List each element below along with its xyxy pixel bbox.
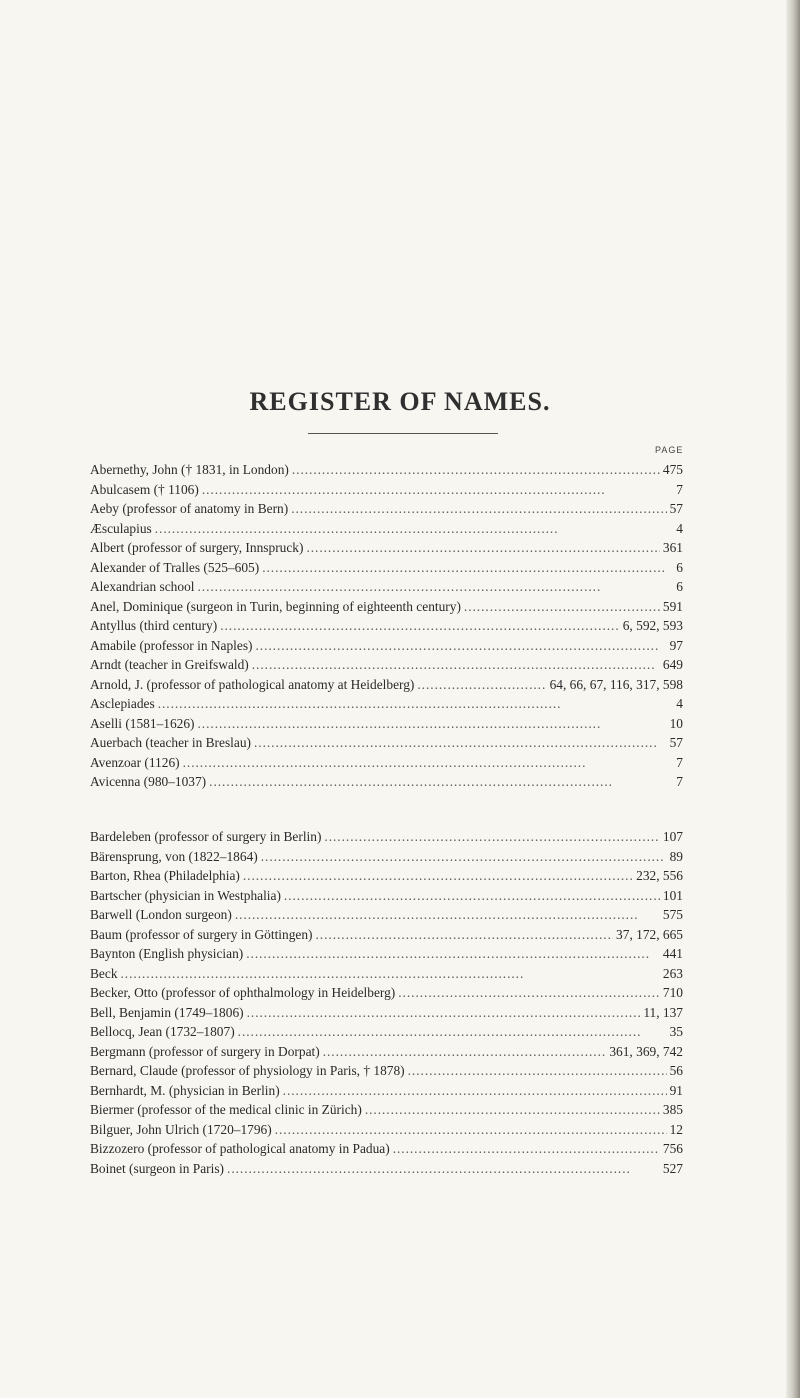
dot-leader [398, 983, 660, 1003]
register-entry [90, 675, 683, 695]
register-entry [90, 538, 683, 558]
dot-leader [283, 1081, 667, 1101]
entry-pages: 575 [662, 907, 683, 922]
dot-leader [417, 675, 546, 695]
page-column-label: PAGE [655, 445, 684, 455]
entry-name: Arnold, J. (professor of pathological anatomy at Heidelberg) [90, 676, 415, 692]
entry-name: Albert (professor of surgery, Innspruck) [90, 540, 304, 555]
register-entry [90, 1061, 683, 1081]
dot-leader [247, 1003, 641, 1023]
entry-name: Æsculapius [90, 520, 152, 536]
entry-pages: 385 [662, 1102, 683, 1117]
register-entry [90, 499, 683, 519]
entry-pages: 97 [669, 637, 683, 653]
register-entry [90, 1042, 683, 1062]
register-entry [90, 1100, 683, 1120]
dot-leader [284, 886, 660, 906]
dot-leader [198, 714, 667, 734]
entry-pages: 57 [669, 735, 683, 750]
entry-pages: 7 [676, 481, 683, 497]
entry-pages: 591 [662, 598, 683, 614]
dot-leader [121, 964, 660, 984]
entry-pages: 6 [676, 579, 683, 594]
register-entry [90, 944, 683, 964]
register-group-b [90, 827, 683, 1178]
register-entry [90, 964, 683, 984]
register-entry [90, 1081, 683, 1101]
entry-pages: 56 [669, 1063, 683, 1078]
entry-pages: 232, 556 [636, 868, 683, 883]
register-entry [90, 1159, 683, 1179]
dot-leader [316, 925, 614, 945]
entry-pages: 7 [676, 774, 683, 789]
entry-pages: 361 [662, 540, 683, 555]
register-entry [90, 655, 683, 675]
entry-pages: 4 [676, 520, 683, 536]
entry-name: Aselli (1581–1626) [90, 715, 195, 731]
entry-name: Bartscher (physician in Westphalia) [90, 887, 281, 903]
register-entry [90, 847, 683, 867]
register-entry [90, 886, 683, 906]
register-entry [90, 460, 683, 480]
dot-leader [243, 866, 633, 886]
dot-leader [227, 1159, 660, 1179]
register-entry [90, 1003, 683, 1023]
entry-name: Bizzozero (professor of pathological anatomy in Padua) [90, 1141, 390, 1156]
register-entry [90, 905, 683, 925]
entry-name: Aeby (professor of anatomy in Bern) [90, 501, 289, 516]
dot-leader [202, 480, 673, 500]
entry-name: Abernethy, John († 1831, in London) [90, 462, 289, 477]
entry-pages: 101 [662, 887, 683, 903]
entry-name: Barwell (London surgeon) [90, 907, 232, 922]
dot-leader [256, 636, 667, 656]
dot-leader [246, 944, 660, 964]
dot-leader [275, 1120, 667, 1140]
entry-pages: 649 [662, 657, 683, 672]
register-entry [90, 616, 683, 636]
dot-leader [292, 460, 660, 480]
entry-pages: 64, 66, 67, 116, 317, 598 [549, 676, 683, 692]
dot-leader [324, 827, 659, 847]
register-group-a [90, 460, 683, 792]
register-entry [90, 694, 683, 714]
page-title: REGISTER OF NAMES. [249, 387, 551, 417]
entry-name: Boinet (surgeon in Paris) [90, 1160, 225, 1176]
register-entry [90, 866, 683, 886]
entry-name: Beck [90, 965, 118, 981]
entry-pages: 441 [662, 946, 683, 961]
entry-name: Arndt (teacher in Greifswald) [90, 657, 249, 672]
register-entry [90, 772, 683, 792]
dot-leader [262, 558, 673, 578]
entry-name: Baum (professor of surgery in Göttingen) [90, 926, 313, 942]
entry-pages: 756 [662, 1141, 683, 1156]
entry-name: Baynton (English physician) [90, 946, 244, 961]
dot-leader [235, 905, 660, 925]
entry-name: Alexandrian school [90, 579, 195, 594]
entry-name: Avicenna (980–1037) [90, 774, 207, 789]
dot-leader [220, 616, 620, 636]
title-divider [308, 433, 498, 434]
register-entry [90, 733, 683, 753]
entry-name: Alexander of Tralles (525–605) [90, 559, 260, 575]
dot-leader [254, 733, 667, 753]
register-entry [90, 1022, 683, 1042]
entry-pages: 361, 369, 742 [609, 1043, 683, 1059]
entry-pages: 11, 137 [643, 1004, 683, 1020]
entry-name: Asclepiades [90, 696, 155, 711]
register-entry [90, 519, 683, 539]
entry-name: Bärensprung, von (1822–1864) [90, 848, 258, 864]
entry-name: Biermer (professor of the medical clinic in Zürich) [90, 1102, 362, 1117]
register-entry [90, 1139, 683, 1159]
dot-leader [183, 753, 674, 773]
dot-leader [464, 597, 660, 617]
entry-pages: 35 [669, 1024, 683, 1039]
dot-leader [155, 519, 674, 539]
entry-pages: 57 [669, 501, 683, 516]
register-entry [90, 827, 683, 847]
entry-name: Bellocq, Jean (1732–1807) [90, 1024, 235, 1039]
entry-name: Antyllus (third century) [90, 618, 218, 633]
entry-pages: 6, 592, 593 [622, 618, 683, 633]
entry-name: Bernhardt, M. (physician in Berlin) [90, 1082, 280, 1098]
register-entry [90, 636, 683, 656]
entry-name: Bardeleben (professor of surgery in Berlin) [90, 829, 322, 844]
entry-pages: 4 [676, 696, 683, 711]
entry-name: Avenzoar (1126) [90, 754, 180, 770]
entry-name: Bergmann (professor of surgery in Dorpat) [90, 1043, 320, 1059]
dot-leader [291, 499, 666, 519]
entry-name: Abulcasem († 1106) [90, 481, 199, 497]
register-entry [90, 480, 683, 500]
dot-leader [209, 772, 673, 792]
entry-pages: 37, 172, 665 [616, 926, 683, 942]
entry-pages: 7 [676, 754, 683, 770]
dot-leader [198, 577, 674, 597]
register-entry [90, 925, 683, 945]
entry-pages: 6 [676, 559, 683, 575]
register-entry [90, 558, 683, 578]
entry-pages: 263 [662, 965, 683, 981]
entry-pages: 10 [669, 715, 683, 731]
register-entry [90, 577, 683, 597]
dot-leader [393, 1139, 660, 1159]
entry-name: Bell, Benjamin (1749–1806) [90, 1004, 244, 1020]
entry-name: Bilguer, John Ulrich (1720–1796) [90, 1121, 272, 1137]
entry-name: Becker, Otto (professor of ophthalmology in Heidelberg) [90, 985, 396, 1000]
entry-pages: 89 [669, 848, 683, 864]
entry-pages: 527 [662, 1160, 683, 1176]
dot-leader [408, 1061, 667, 1081]
entry-name: Anel, Dominique (surgeon in Turin, beginning of eighteenth century) [90, 598, 461, 614]
entry-pages: 475 [662, 462, 683, 477]
entry-name: Bernard, Claude (professor of physiology in Paris, † 1878) [90, 1063, 405, 1078]
register-entry [90, 983, 683, 1003]
dot-leader [261, 847, 667, 867]
dot-leader [238, 1022, 667, 1042]
dot-leader [365, 1100, 660, 1120]
entry-name: Auerbach (teacher in Breslau) [90, 735, 251, 750]
entry-name: Amabile (professor in Naples) [90, 637, 253, 653]
dot-leader [306, 538, 659, 558]
entry-pages: 12 [669, 1121, 683, 1137]
register-entry [90, 714, 683, 734]
register-entry [90, 753, 683, 773]
entry-pages: 710 [662, 985, 683, 1000]
entry-pages: 107 [662, 829, 683, 844]
register-entry [90, 597, 683, 617]
dot-leader [252, 655, 660, 675]
page-edge-shadow [786, 0, 800, 1398]
dot-leader [323, 1042, 607, 1062]
register-entry [90, 1120, 683, 1140]
entry-pages: 91 [669, 1082, 683, 1098]
entry-name: Barton, Rhea (Philadelphia) [90, 868, 240, 883]
dot-leader [158, 694, 674, 714]
